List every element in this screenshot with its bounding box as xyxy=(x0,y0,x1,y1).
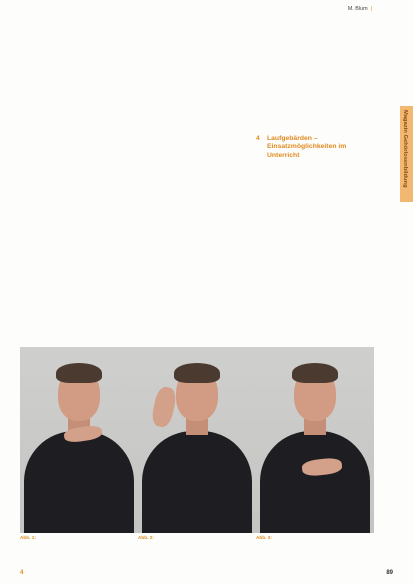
figure-3-shirt xyxy=(260,431,370,533)
figure-3-photo xyxy=(256,347,374,533)
text-column-1 xyxy=(20,17,128,342)
edge-text-bottom xyxy=(2,430,8,570)
section-title: Laufgebärden – Einsatzmöglichkeiten im Unterricht xyxy=(267,135,347,159)
section-number: 4 xyxy=(256,135,260,142)
figure-3-hair xyxy=(292,363,338,383)
edge-text-middle xyxy=(2,220,8,340)
section-heading xyxy=(256,135,368,160)
section-side-tab xyxy=(400,106,413,202)
figure-1-shirt xyxy=(24,431,134,533)
figure-2-shirt xyxy=(142,431,252,533)
header-separator: | xyxy=(370,6,372,12)
page-footer xyxy=(20,570,393,580)
figure-2-hand xyxy=(150,385,178,428)
figure-3-caption xyxy=(256,535,370,567)
page-number: 89 xyxy=(386,570,393,576)
figure-3-label: Abb. 3: xyxy=(256,535,272,540)
figure-1-photo xyxy=(20,347,138,533)
figure-1-hair xyxy=(56,363,102,383)
figure-2-caption xyxy=(138,535,252,567)
text-column-3 xyxy=(256,17,368,342)
footer-mark: 4 xyxy=(20,570,24,576)
column-3-top-text xyxy=(256,17,368,125)
figure-2-hair xyxy=(174,363,220,383)
figure-2-label: Abb. 2: xyxy=(138,535,154,540)
left-edge-strip xyxy=(0,30,10,570)
figure-2-photo xyxy=(138,347,256,533)
figure-1-caption xyxy=(20,535,134,567)
header-author: M. Blum xyxy=(347,6,368,12)
edge-text-top xyxy=(2,30,8,150)
side-tab-label: Magazin Gehörlosenbildung xyxy=(402,110,408,188)
text-column-2 xyxy=(138,17,248,342)
figure-1-label: Abb. 1: xyxy=(20,535,36,540)
running-header xyxy=(348,6,375,12)
